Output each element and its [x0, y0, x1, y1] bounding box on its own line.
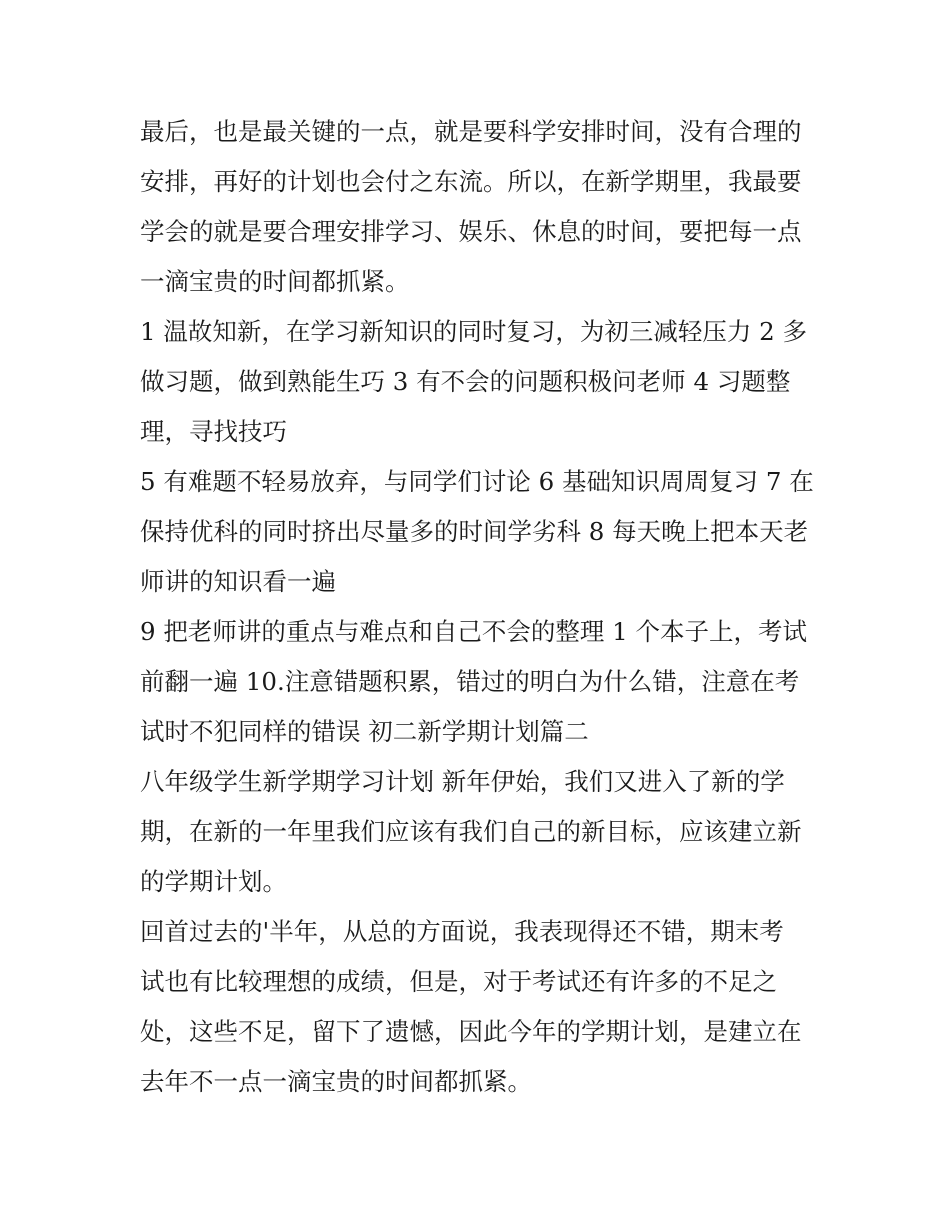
text-line: 学会的就是要合理安排学习、娱乐、休息的时间，要把每一点: [140, 217, 802, 246]
text-line: 的学期计划。: [140, 867, 287, 896]
text-line: 期，在新的一年里我们应该有我们自己的新目标，应该建立新: [140, 817, 802, 846]
text-line: 回首过去的'半年，从总的方面说，我表现得还不错，期末考: [140, 917, 784, 946]
text-line: 试也有比较理想的成绩，但是，对于考试还有许多的不足之: [140, 967, 777, 996]
text-line: 做习题，做到熟能生巧 3 有不会的问题积极问老师 4 习题整: [140, 367, 791, 396]
text-line: 1 温故知新，在学习新知识的同时复习，为初三减轻压力 2 多: [140, 317, 808, 346]
text-line: 理，寻找技巧: [140, 417, 287, 446]
text-line: 师讲的知识看一遍: [140, 567, 336, 596]
text-line: 前翻一遍 10.注意错题积累，错过的明白为什么错，注意在考: [140, 667, 800, 696]
text-line: 八年级学生新学期学习计划 新年伊始，我们又进入了新的学: [140, 767, 785, 796]
text-line: 试时不犯同样的错误 初二新学期计划篇二: [140, 717, 589, 746]
text-line: 去年不一点一滴宝贵的时间都抓紧。: [140, 1067, 532, 1096]
text-line: 9 把老师讲的重点与难点和自己不会的整理 1 个本子上，考试: [140, 617, 808, 646]
text-line: 最后，也是最关键的一点，就是要科学安排时间，没有合理的: [140, 117, 802, 146]
text-line: 保持优科的同时挤出尽量多的时间学劣科 8 每天晚上把本天老: [140, 517, 809, 546]
text-line: 处，这些不足，留下了遗憾，因此今年的学期计划，是建立在: [140, 1017, 802, 1046]
document-page: [140, 107, 820, 1107]
text-line: 一滴宝贵的时间都抓紧。: [140, 267, 410, 296]
text-line: 安排，再好的计划也会付之东流。所以，在新学期里，我最要: [140, 167, 802, 196]
text-line: 5 有难题不轻易放弃，与同学们讨论 6 基础知识周周复习 7 在: [140, 467, 814, 496]
